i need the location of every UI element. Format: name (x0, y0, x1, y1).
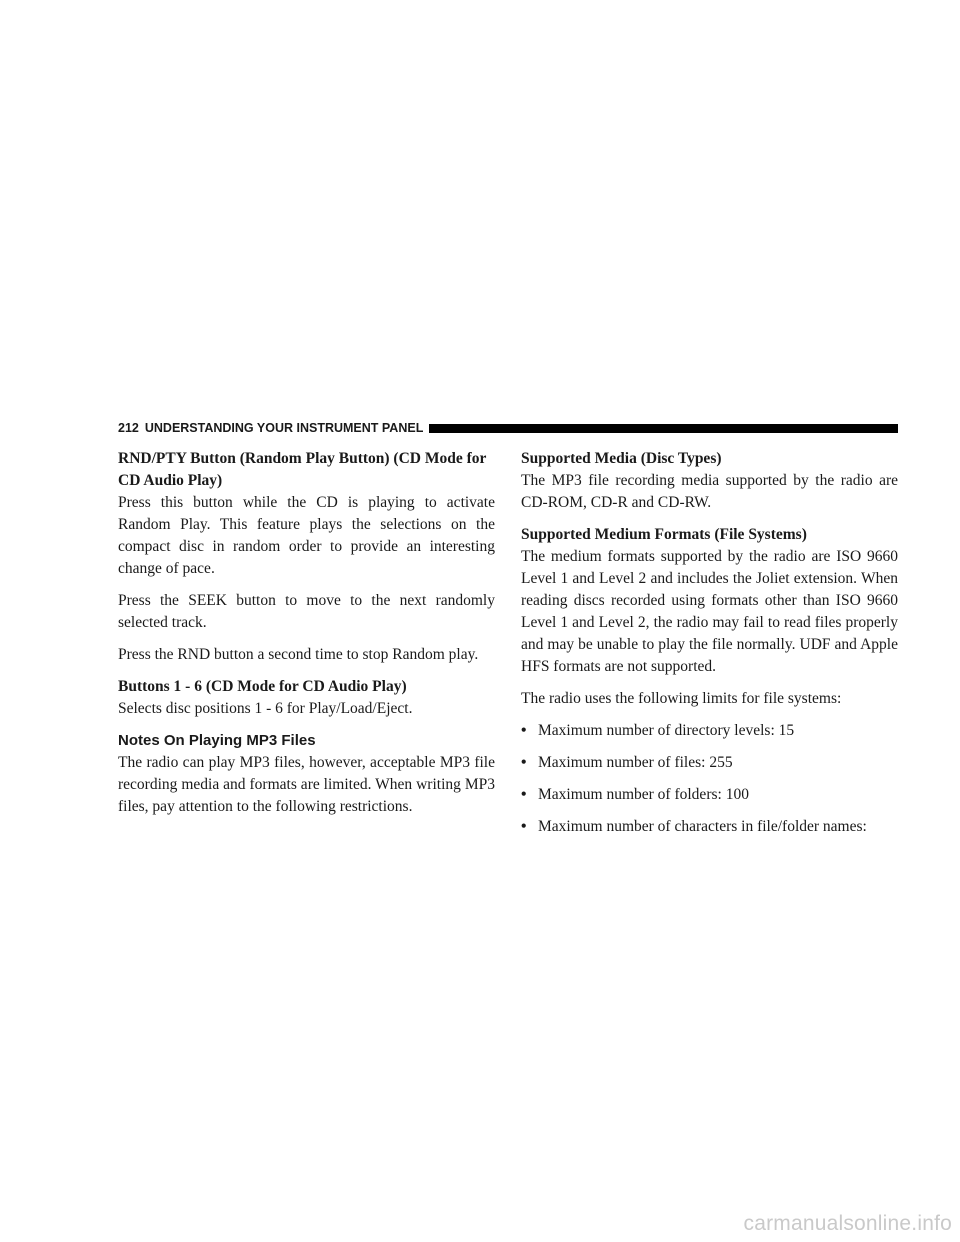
buttons-paragraph: Selects disc positions 1 - 6 for Play/Load/Eject. (118, 700, 413, 717)
mp3-paragraph: The radio can play MP3 files, however, acceptable MP3 file recording media and formats are limited. When writing MP3 files, pay attention to the following restrictions. (118, 754, 495, 815)
list-item: • Maximum number of directory levels: 15 (521, 720, 898, 742)
header-rule (429, 424, 898, 433)
right-column (521, 448, 898, 848)
rnd-paragraph-2: Press the SEEK button to move to the next randomly selected track. (118, 592, 495, 631)
limits-list (521, 720, 898, 838)
formats-heading: Supported Medium Formats (File Systems) (521, 526, 807, 543)
watermark: carmanualsonline.info (743, 1212, 952, 1235)
list-item: • Maximum number of files: 255 (521, 752, 898, 774)
list-item: • Maximum number of folders: 100 (521, 784, 898, 806)
page-number: 212 (118, 421, 139, 435)
list-item: • Maximum number of characters in file/folder names: (521, 816, 898, 838)
bullet-icon: • (521, 786, 527, 803)
page-header (118, 420, 898, 436)
bullet-icon: • (521, 754, 527, 771)
formats-paragraph: The medium formats supported by the radio are ISO 9660 Level 1 and Level 2 and includes the Joliet extension. When reading discs recorded using formats other than ISO 9660 Level 1 and Level 2, the radio may fail to read files properly and may be unable to play the file normally. UDF and Apple HFS formats are not supported. (521, 548, 898, 675)
rnd-paragraph-1: Press this button while the CD is playing to activate Random Play. This feature plays the selections on the compact disc in random order to provide an interesting change of pace. (118, 494, 495, 577)
rnd-heading: RND/PTY Button (Random Play Button) (CD Mode for CD Audio Play) (118, 450, 487, 489)
bullet-icon: • (521, 818, 527, 835)
section-title: UNDERSTANDING YOUR INSTRUMENT PANEL (144, 421, 424, 435)
buttons-heading: Buttons 1 - 6 (CD Mode for CD Audio Play) (118, 678, 407, 695)
left-column (118, 448, 495, 818)
rnd-paragraph-3: Press the RND button a second time to stop Random play. (118, 646, 479, 663)
media-paragraph: The MP3 file recording media supported by the radio are CD-ROM, CD-R and CD-RW. (521, 472, 898, 511)
mp3-heading: Notes On Playing MP3 Files (118, 732, 316, 749)
media-heading: Supported Media (Disc Types) (521, 450, 722, 467)
bullet-icon: • (521, 722, 527, 739)
limits-intro: The radio uses the following limits for file systems: (521, 690, 842, 707)
